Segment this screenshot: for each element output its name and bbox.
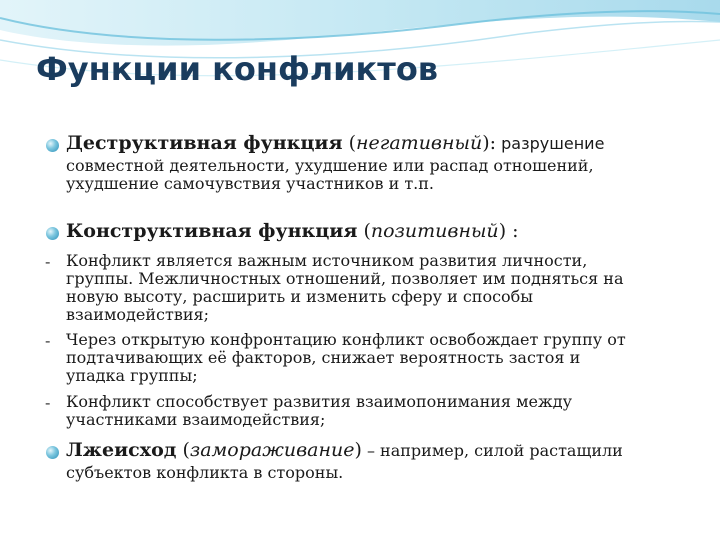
destructive-line-2: совместной деятельности, ухудшение или распад отношений, <box>66 156 594 175</box>
sub2-line-2: подтачивающих её факторов, снижает вероятность застоя и <box>66 348 581 367</box>
sub3-line-2: участниками взаимодействия; <box>66 410 326 429</box>
false-outcome-dash: – <box>361 441 381 460</box>
false-outcome-heading: Лжеисход <box>66 439 177 461</box>
bullet-marker <box>46 139 59 152</box>
false-outcome-line-2: субъектов конфликта в стороны. <box>66 463 344 482</box>
sub2-line-3: упадка группы; <box>66 366 198 385</box>
destructive-heading: Деструктивная функция <box>66 132 343 154</box>
false-outcome-lead: например, силой растащили <box>380 441 623 460</box>
sub1-line-2: группы. Межличностных отношений, позволяет им подняться на <box>66 269 624 288</box>
destructive-type: негативный <box>355 132 483 154</box>
sub-dash: - <box>45 252 51 271</box>
constructive-heading: Конструктивная функция <box>66 220 358 242</box>
sub2-line-1: Через открытую конфронтацию конфликт освобождает группу от <box>66 330 626 349</box>
false-outcome-open: ( <box>176 439 190 461</box>
constructive-type: позитивный <box>370 220 499 242</box>
sub3-line-1: Конфликт способствует развития взаимопонимания между <box>66 392 572 411</box>
destructive-close: ): <box>482 132 497 154</box>
destructive-open: ( <box>342 132 356 154</box>
sub1-line-4: взаимодействия; <box>66 305 209 324</box>
false-outcome-close: ) <box>354 439 362 461</box>
destructive-line-3: ухудшение самочувствия участников и т.п. <box>66 174 435 193</box>
sub1-line-1: Конфликт является важным источником развития личности, <box>66 251 588 270</box>
constructive-open: ( <box>357 220 371 242</box>
destructive-lead: разрушение <box>496 134 605 153</box>
item-constructive-heading-line <box>66 222 519 241</box>
item-destructive-heading-line <box>66 134 604 153</box>
sub-dash: - <box>45 393 51 412</box>
false-outcome-type: замораживание <box>189 439 355 461</box>
sub1-line-3: новую высоту, расширить и изменить сферу и способы <box>66 287 534 306</box>
bullet-marker <box>46 446 59 459</box>
bullet-marker <box>46 227 59 240</box>
sub-dash: - <box>45 331 51 350</box>
constructive-close: ) : <box>498 220 519 242</box>
slide-title: Функции конфликтов <box>36 50 439 88</box>
item-false-outcome-heading-line <box>66 441 623 460</box>
